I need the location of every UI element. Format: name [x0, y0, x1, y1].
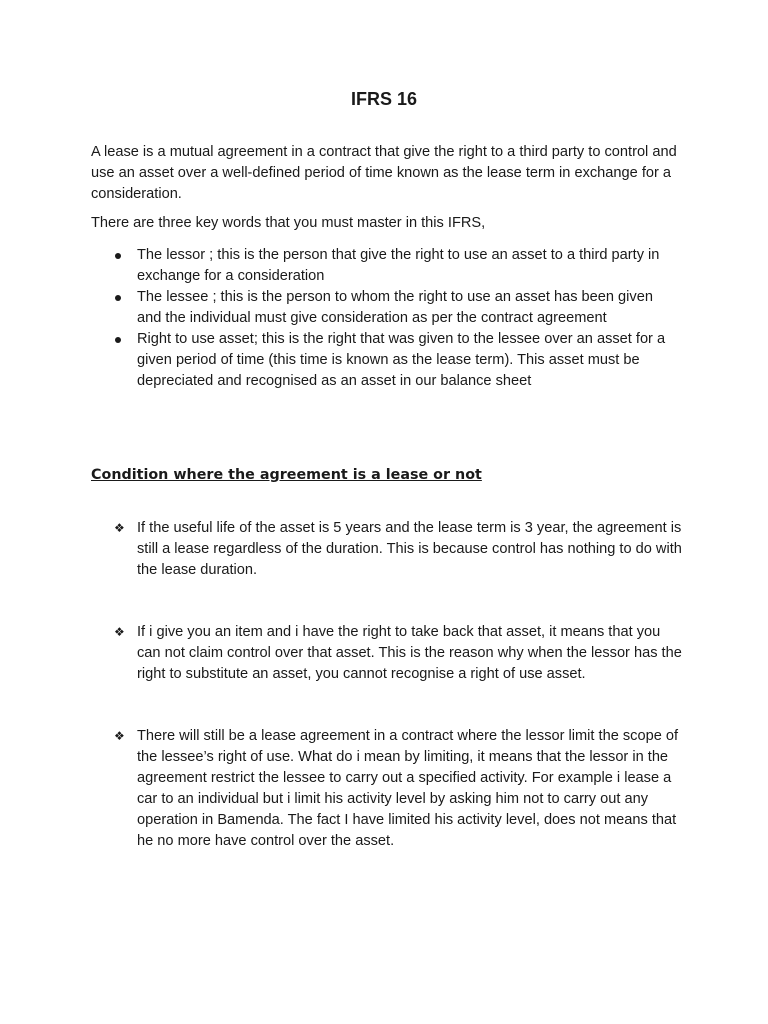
condition-text: If the useful life of the asset is 5 years and the lease term is 3 year, the agreement is still a lease regardless of the duration. This is because control has nothing to do with the lease duration. — [137, 520, 682, 578]
list-item — [0, 329, 677, 392]
diamond-bullet-icon: ❖ — [114, 625, 125, 639]
key-word-text: The lessor ; this is the person that give the right to use an asset to a third party in exchange for a consideration — [137, 247, 660, 284]
list-item — [0, 622, 768, 685]
list-item — [0, 726, 768, 852]
diamond-bullet-icon: ❖ — [114, 521, 125, 535]
key-words-intro: There are three key words that you must master in this IFRS, — [91, 215, 486, 231]
section-heading: Condition where the agreement is a lease or not — [91, 467, 482, 483]
bullet-icon — [115, 295, 121, 301]
key-word-text: The lessee ; this is the person to whom the right to use an asset has been given and the individual must give consideration as per the contract agreement — [137, 289, 653, 326]
bullet-icon — [115, 337, 121, 343]
list-item — [0, 518, 768, 581]
diamond-bullet-icon: ❖ — [114, 729, 125, 743]
condition-text: There will still be a lease agreement in a contract where the lessor limit the scope of the lessee’s right of use. What do i mean by limiting, it means that the lessor in the agreement restrict the lessee to carry out a specified activity. For example i lease a car to an individual but i limit his activity level by asking him not to carry out any operation in Bamenda. The fact I have limited his activity level, does not means that he no more have control over the asset. — [137, 728, 679, 849]
key-word-text: Right to use asset; this is the right that was given to the lessee over an asset for a given period of time (this time is known as the lease term). This asset must be depreciated and recognised as an asset in our balance sheet — [137, 331, 666, 389]
intro-paragraph: A lease is a mutual agreement in a contract that give the right to a third party to control and use an asset over a well-defined period of time known as the lease term in exchange for a consideration. — [91, 144, 677, 202]
condition-text: If i give you an item and i have the right to take back that asset, it means that you can not claim control over that asset. This is the reason why when the lessor has the right to substitute an asset, you cannot recognise a right of use asset. — [137, 624, 682, 682]
key-words-list — [0, 245, 768, 392]
document-title: IFRS 16 — [350, 89, 418, 109]
list-item — [0, 245, 677, 287]
list-item — [0, 287, 677, 329]
bullet-icon — [115, 253, 121, 259]
